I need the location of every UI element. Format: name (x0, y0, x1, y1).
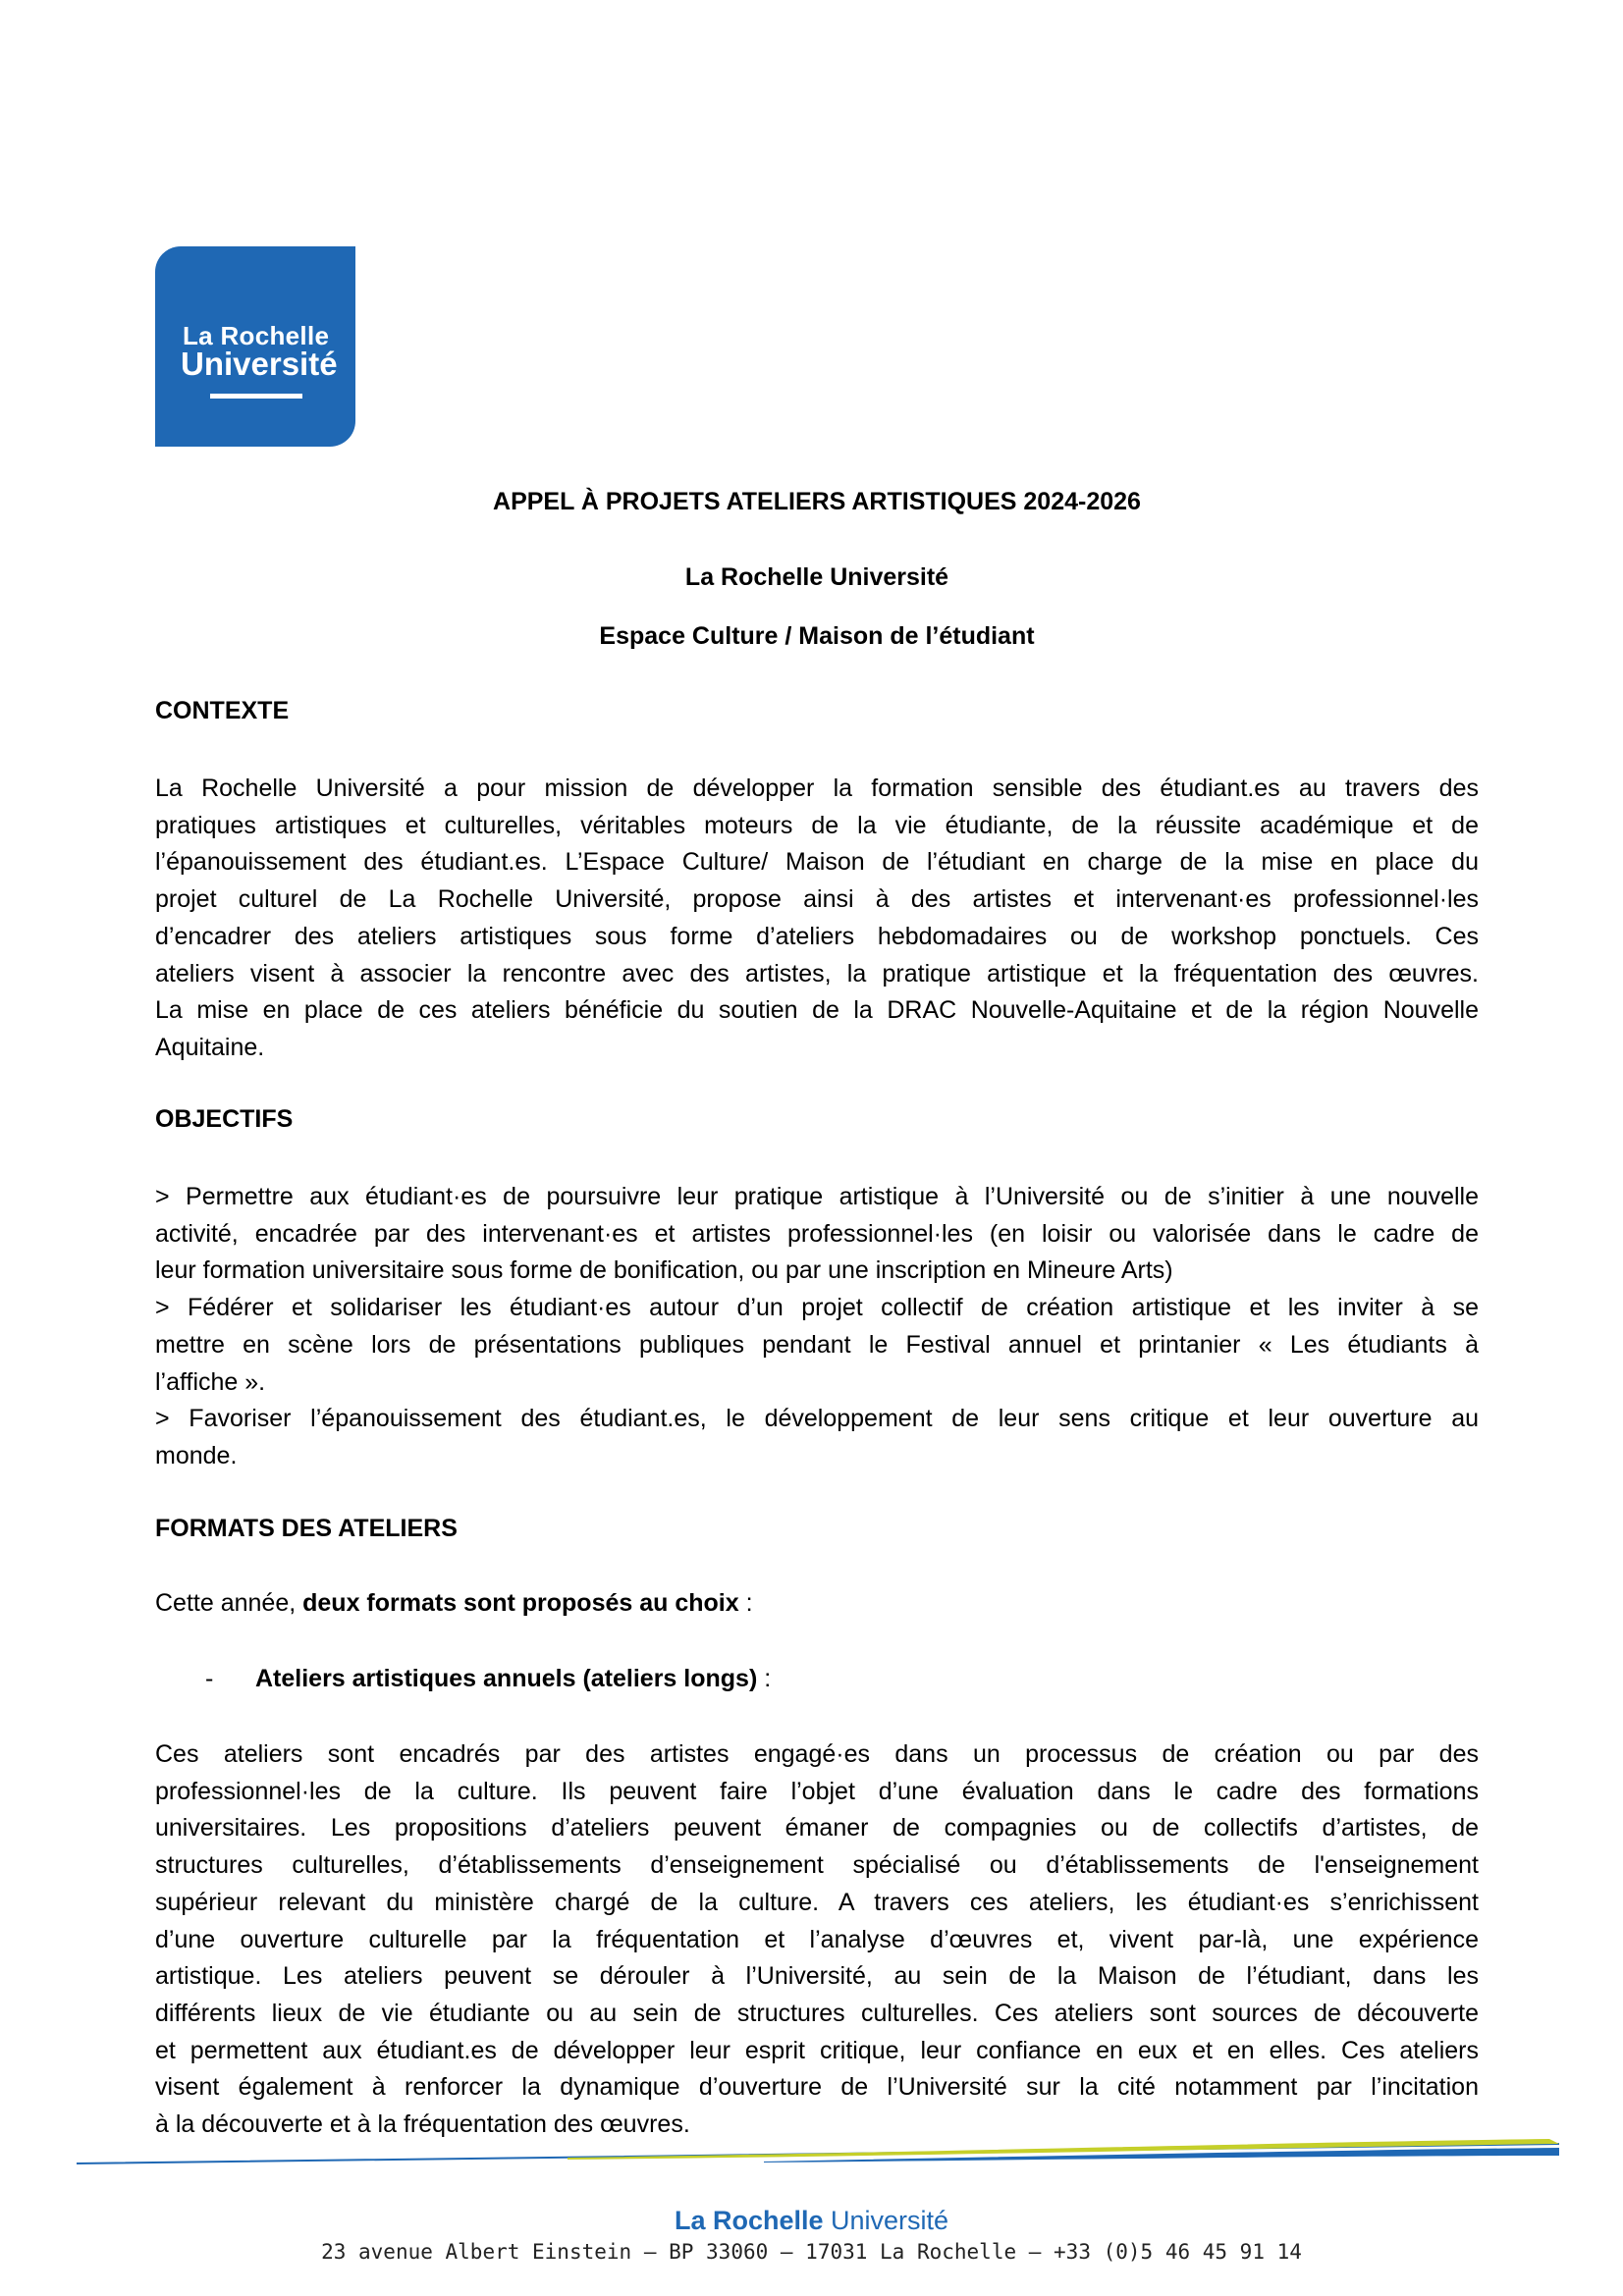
objectifs-line: activité, encadrée par des intervenant·es et artistes professionnel·les (en loisir ou valorisée dans le cadre de (155, 1219, 1479, 1248)
document-title: APPEL À PROJETS ATELIERS ARTISTIQUES 2024-2026 (493, 488, 1141, 515)
formats-line: supérieur relevant du ministère chargé de la culture. A travers ces ateliers, les étudiant·es s’enrichissent (155, 1888, 1479, 1916)
formats-paragraph (155, 1736, 1479, 2144)
bullet-emphasis: Ateliers artistiques annuels (ateliers longs) (255, 1665, 758, 1692)
formats-intro-prefix: Cette année, (155, 1589, 303, 1617)
contexte-paragraph (155, 771, 1479, 1067)
contexte-line: La mise en place de ces ateliers bénéficie du soutien de la DRAC Nouvelle-Aquitaine et de la région Nouvelle (155, 996, 1479, 1025)
logo-line-1: La Rochelle (183, 321, 330, 350)
formats-line: et permettent aux étudiant.es de développer leur esprit critique, leur confiance en eux et en elles. Ces ateliers (155, 2036, 1479, 2064)
section-heading-objectifs: OBJECTIFS (155, 1105, 294, 1133)
university-logo (155, 246, 355, 447)
bullet-text (255, 1665, 771, 1693)
contexte-line: Aquitaine. (155, 1033, 265, 1061)
formats-intro-suffix: : (738, 1589, 753, 1617)
formats-line: visent également à renforcer la dynamique d’ouverture de l’Université sur la cité notamment par l’incitation (155, 2073, 1479, 2102)
list-item (205, 1665, 772, 1693)
objectifs-paragraph (155, 1179, 1479, 1475)
document-subtitle-university: La Rochelle Université (684, 563, 949, 591)
footer-brand (0, 2206, 1623, 2236)
logo-line-2: Université (181, 346, 338, 382)
contexte-line: La Rochelle Université a pour mission de développer la formation sensible des étudiant.es au travers des (155, 774, 1479, 802)
formats-line: d’une ouverture culturelle par la fréquentation et l’analyse d’œuvres et, vivent par-là, une expérience (155, 1925, 1479, 1953)
footer-brand-regular: Université (823, 2206, 949, 2235)
objectifs-line: l’affiche ». (155, 1367, 266, 1396)
footer-address: 23 avenue Albert Einstein – BP 33060 – 17031 La Rochelle – +33 (0)5 46 45 91 14 (321, 2240, 1302, 2264)
objectifs-line: > Permettre aux étudiant·es de poursuivre leur pratique artistique à l’Université ou de s’initier à une nouvelle (155, 1183, 1479, 1210)
objectifs-line: mettre en scène lors de présentations publiques pendant le Festival annuel et printanier « Les étudiants à (155, 1330, 1479, 1359)
formats-intro (155, 1589, 753, 1618)
footer-swoosh (77, 2136, 1559, 2165)
objectifs-line: monde. (155, 1441, 238, 1469)
document-subtitle-service: Espace Culture / Maison de l’étudiant (599, 622, 1035, 650)
formats-line: professionnel·les de la culture. Ils peuvent faire l’objet d’une évaluation dans le cadre des formations (155, 1777, 1479, 1805)
formats-line: artistique. Les ateliers peuvent se dérouler à l’Université, au sein de la Maison de l’étudiant, dans les (155, 1962, 1479, 1991)
bullet-suffix: : (757, 1665, 772, 1692)
bullet-dash: - (205, 1665, 214, 1692)
contexte-line: projet culturel de La Rochelle Université, propose ainsi à des artistes et intervenant·es professionnel·les (155, 885, 1479, 914)
objectifs-line: leur formation universitaire sous forme de bonification, ou par une inscription en Mineure Arts) (155, 1256, 1173, 1285)
formats-line: structures culturelles, d’établissements d’enseignement spécialisé ou d’établissements de l'enseignement (155, 1851, 1479, 1880)
formats-line: universitaires. Les propositions d’ateliers peuvent émaner de compagnies ou de collectifs d’artistes, de (155, 1814, 1479, 1842)
contexte-line: ateliers visent à associer la rencontre avec des artistes, la pratique artistique et la fréquentation des œuvres. (155, 959, 1479, 988)
contexte-line: d’encadrer des ateliers artistiques sous forme d’ateliers hebdomadaires ou de workshop ponctuels. Ces (155, 922, 1479, 950)
formats-line: Ces ateliers sont encadrés par des artistes engagé·es dans un processus de création ou par des (155, 1740, 1479, 1768)
logo-underline (210, 394, 302, 399)
objectifs-line: > Fédérer et solidariser les étudiant·es autour d’un projet collectif de création artistique et les inviter à se (155, 1294, 1479, 1322)
formats-line: à la découverte et à la fréquentation des œuvres. (155, 2110, 690, 2139)
formats-intro-emphasis: deux formats sont proposés au choix (302, 1589, 739, 1617)
objectifs-line: > Favoriser l’épanouissement des étudiant.es, le développement de leur sens critique et leur ouverture au (155, 1405, 1479, 1433)
footer-brand-bold: La Rochelle (674, 2206, 824, 2235)
contexte-line: l’épanouissement des étudiant.es. L’Espace Culture/ Maison de l’étudiant en charge de la mise en place du (155, 848, 1479, 877)
formats-line: différents lieux de vie étudiante ou au sein de structures culturelles. Ces ateliers sont sources de découverte (155, 1999, 1479, 2027)
section-heading-contexte: CONTEXTE (155, 697, 290, 724)
section-heading-formats: FORMATS DES ATELIERS (155, 1515, 458, 1542)
contexte-line: pratiques artistiques et culturelles, véritables moteurs de la vie étudiante, de la réussite académique et de (155, 811, 1479, 839)
